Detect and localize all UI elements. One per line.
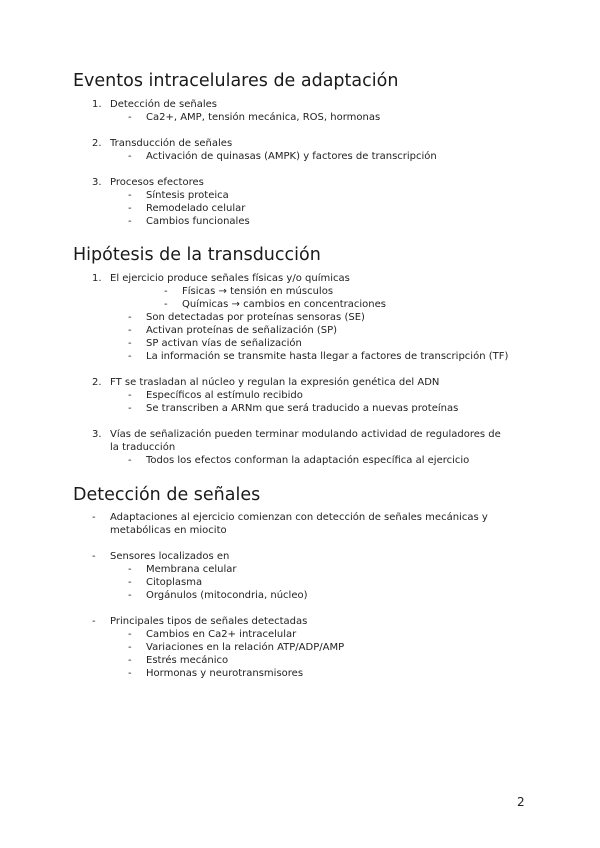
list-item: Principales tipos de señales detectadas bbox=[110, 616, 308, 627]
bullet-dash: - bbox=[128, 203, 132, 214]
bullet-dash: - bbox=[128, 590, 132, 601]
bullet-dash: - bbox=[128, 655, 132, 666]
sub-item: Ca2+, AMP, tensión mecánica, ROS, hormonas bbox=[146, 112, 381, 123]
list-item: Transducción de señales bbox=[110, 138, 233, 149]
bullet-dash: - bbox=[128, 216, 132, 227]
list-number: 2. bbox=[92, 138, 102, 149]
list-item: Vías de señalización pueden terminar modulando actividad de reguladores de bbox=[110, 429, 501, 440]
sub-item: SP activan vías de señalización bbox=[146, 338, 302, 349]
sub-item: Activación de quinasas (AMPK) y factores de transcripción bbox=[146, 151, 437, 162]
sub-item: Cambios funcionales bbox=[146, 216, 250, 227]
bullet-dash: - bbox=[128, 338, 132, 349]
list-item: Sensores localizados en bbox=[110, 551, 230, 562]
bullet-dash: - bbox=[128, 629, 132, 640]
sub-item: Específicos al estímulo recibido bbox=[146, 390, 303, 401]
list-item: Adaptaciones al ejercicio comienzan con detección de señales mecánicas y bbox=[110, 512, 488, 523]
list-item-continuation: metabólicas en miocito bbox=[110, 525, 227, 536]
sub-item: Se transcriben a ARNm que será traducido a nuevas proteínas bbox=[146, 403, 459, 414]
sub-item: Estrés mecánico bbox=[146, 655, 229, 666]
section-title: Detección de señales bbox=[73, 485, 261, 505]
list-item: El ejercicio produce señales físicas y/o químicas bbox=[110, 273, 350, 284]
bullet-dash: - bbox=[128, 668, 132, 679]
bullet-dash: - bbox=[92, 616, 96, 627]
sub-item: Activan proteínas de señalización (SP) bbox=[146, 325, 338, 336]
list-number: 2. bbox=[92, 377, 102, 388]
sub-item: Membrana celular bbox=[146, 564, 237, 575]
sub-item: Remodelado celular bbox=[146, 203, 246, 214]
sub-item: Variaciones en la relación ATP/ADP/AMP bbox=[146, 642, 345, 653]
section-title: Hipótesis de la transducción bbox=[73, 245, 321, 265]
list-item: Detección de señales bbox=[110, 99, 217, 110]
bullet-dash: - bbox=[128, 455, 132, 466]
sub-item: Son detectadas por proteínas sensoras (SE) bbox=[146, 312, 365, 323]
sub-item: Citoplasma bbox=[146, 577, 203, 588]
bullet-dash: - bbox=[128, 325, 132, 336]
bullet-dash: - bbox=[128, 642, 132, 653]
list-number: 1. bbox=[92, 273, 102, 284]
bullet-dash: - bbox=[128, 151, 132, 162]
bullet-dash: - bbox=[128, 351, 132, 362]
bullet-dash: - bbox=[128, 577, 132, 588]
bullet-dash: - bbox=[128, 390, 132, 401]
list-item: FT se trasladan al núcleo y regulan la expresión genética del ADN bbox=[110, 377, 440, 388]
bullet-dash: - bbox=[128, 403, 132, 414]
sub-sub-item: Químicas → cambios en concentraciones bbox=[182, 299, 386, 310]
list-number: 3. bbox=[92, 177, 102, 188]
sub-item: Orgánulos (mitocondria, núcleo) bbox=[146, 590, 308, 601]
sub-item: Hormonas y neurotransmisores bbox=[146, 668, 304, 679]
sub-item: Síntesis proteica bbox=[146, 190, 229, 201]
list-item-continuation: la traducción bbox=[110, 442, 176, 453]
list-number: 3. bbox=[92, 429, 102, 440]
list-item: Procesos efectores bbox=[110, 177, 204, 188]
bullet-dash: - bbox=[164, 299, 168, 310]
sub-item: Todos los efectos conforman la adaptación específica al ejercicio bbox=[146, 455, 470, 466]
page-number: 2 bbox=[517, 795, 525, 809]
sub-item: La información se transmite hasta llegar a factores de transcripción (TF) bbox=[146, 351, 509, 362]
sub-sub-item: Físicas → tensión en músculos bbox=[182, 286, 334, 297]
bullet-dash: - bbox=[128, 312, 132, 323]
bullet-dash: - bbox=[128, 564, 132, 575]
bullet-dash: - bbox=[92, 512, 96, 523]
section-title: Eventos intracelulares de adaptación bbox=[73, 71, 399, 91]
list-number: 1. bbox=[92, 99, 102, 110]
bullet-dash: - bbox=[92, 551, 96, 562]
bullet-dash: - bbox=[128, 112, 132, 123]
sub-item: Cambios en Ca2+ intracelular bbox=[146, 629, 297, 640]
bullet-dash: - bbox=[164, 286, 168, 297]
bullet-dash: - bbox=[128, 190, 132, 201]
